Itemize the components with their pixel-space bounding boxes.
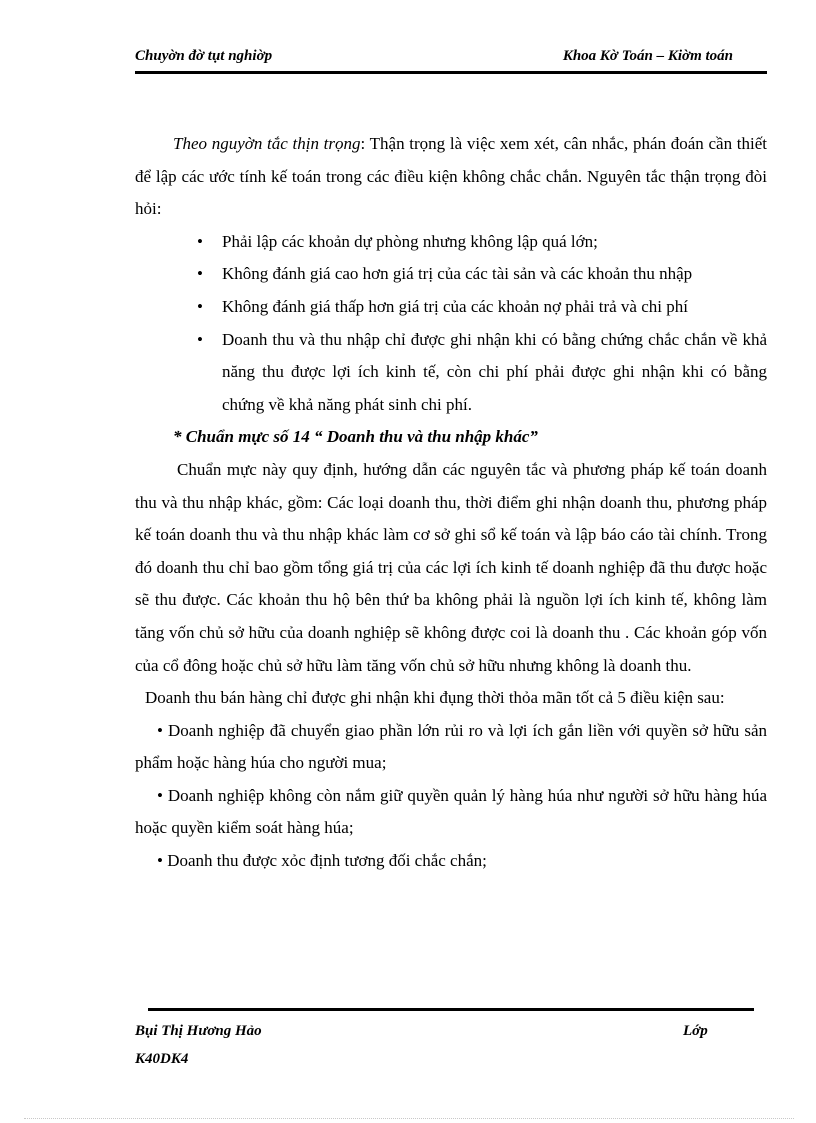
- list-item-text: Phải lập các khoản dự phòng nhưng không lập quá lớn;: [222, 231, 598, 251]
- bullet-icon: •: [197, 329, 203, 349]
- section-heading: * Chuẩn mực số 14 “ Doanh thu và thu nhập khác”: [173, 427, 538, 447]
- prudence-text: : Thận trọng là việc xem xét, cân nhắc, phán đoán cần thiết để lập các ước tính kế toán trong các điều kiện không chắc chắn. Nguyên tắc thận trọng đòi hỏi:: [135, 134, 768, 219]
- footer-divider: [148, 1008, 754, 1011]
- condition-item: • Doanh nghiệp đã chuyển giao phần lớn rủi ro và lợi ích gắn liền với quyền sở hữu sản phẩm hoặc hàng húa cho người mua;: [135, 720, 767, 773]
- list-item: [135, 226, 767, 259]
- condition-item: • Doanh nghiệp không còn nắm giữ quyền quản lý hàng húa như người sở hữu hàng húa hoặc quyền kiểm soát hàng húa;: [135, 785, 767, 838]
- bullet-icon: •: [197, 296, 203, 316]
- paragraph-standard14: Chuẩn mực này quy định, hướng dẫn các nguyên tắc và phương pháp kế toán doanh thu và thu nhập khác, gồm: Các loại doanh thu, thời điểm ghi nhận doanh thu, phương pháp kế toán doanh thu và thu nhập khác làm cơ sở ghi sổ kế toán và lập báo cáo tài chính. Trong đó doanh thu chỉ bao gồm tổng giá trị của các lợi ích kinh tế doanh nghiệp đã thu được hoặc sẽ thu được. Các khoản thu hộ bên thứ ba không phải là nguồn lợi ích kinh tế, không làm tăng vốn chủ sở hữu của doanh nghiệp sẽ không được coi là doanh thu . Các khoản góp vốn của cổ đông hoặc chủ sở hữu làm tăng vốn chủ sở hữu nhưng không là doanh thu.: [135, 459, 767, 675]
- header-divider: [135, 71, 767, 74]
- header-faculty: Khoa Kờ Toán – Kiờm toán: [562, 48, 733, 64]
- bullet-icon: •: [197, 264, 203, 284]
- list-item: [135, 324, 767, 422]
- page-body: [135, 128, 767, 878]
- page-header: [135, 48, 767, 70]
- footer-class-label: Lớp: [683, 1023, 708, 1039]
- condition-item: • Doanh thu được xỏc định tương đối chắc chắn;: [157, 851, 487, 871]
- footer-class-code: K40DK4: [135, 1051, 189, 1067]
- list-item-text: Doanh thu và thu nhập chỉ được ghi nhận khi có bằng chứng chắc chắn về khả năng thu được lợi ích kinh tế, còn chi phí phải được ghi nhận khi có bằng chứng về khả năng phát sinh chi phí.: [222, 329, 767, 414]
- list-item: [135, 291, 767, 324]
- header-thesis-title: Chuyờn đờ tụt nghiờp: [135, 48, 273, 64]
- paragraph-prudence: [135, 128, 767, 226]
- prudence-list: [135, 226, 767, 422]
- paragraph-conditions: Doanh thu bán hàng chỉ được ghi nhận khi đụng thời thỏa mãn tốt cả 5 điều kiện sau:: [145, 688, 725, 708]
- list-item-text: Không đánh giá cao hơn giá trị của các tài sản và các khoản thu nhập: [222, 264, 693, 284]
- bullet-icon: •: [197, 231, 203, 251]
- prudence-lead: Theo nguyờn tắc thịn trọng: [173, 134, 361, 153]
- list-item-text: Không đánh giá thấp hơn giá trị của các khoản nợ phải trả và chi phí: [222, 296, 688, 316]
- page-edge-line: [24, 1118, 794, 1119]
- footer-author-name: Bụi Thị Hương Hảo: [135, 1023, 262, 1039]
- list-item: [135, 258, 767, 291]
